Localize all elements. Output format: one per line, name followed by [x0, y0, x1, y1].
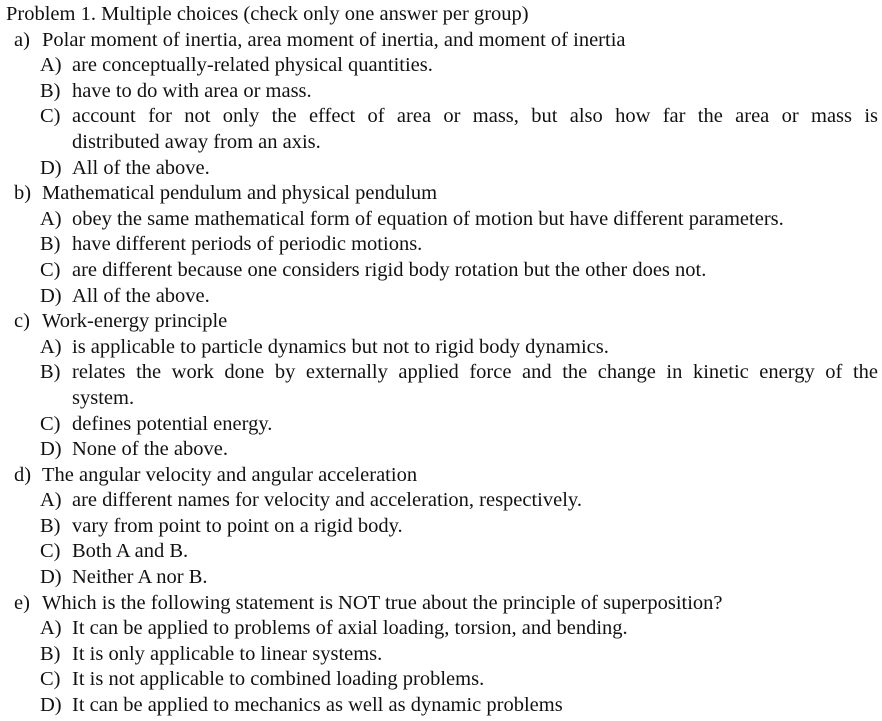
question-text: The angular velocity and angular acceleration [42, 463, 418, 486]
option-label: D) [40, 694, 62, 717]
option-text: Both A and B. [72, 540, 189, 563]
option-text: are different because one considers rigid body rotation but the other does not. [72, 258, 707, 281]
option-text: Neither A nor B. [72, 566, 208, 589]
option-text-continued: system. [72, 386, 135, 409]
option-text: defines potential energy. [72, 412, 273, 435]
answer-option[interactable] [0, 437, 882, 463]
option-text: are different names for velocity and acceleration, respectively. [72, 489, 582, 512]
option-label: C) [40, 540, 61, 563]
option-text: It is only applicable to linear systems. [72, 642, 383, 665]
answer-option[interactable] [0, 207, 882, 233]
answer-option[interactable] [0, 258, 882, 284]
answer-option[interactable] [0, 104, 882, 130]
option-text: It can be applied to problems of axial loading, torsion, and bending. [72, 617, 628, 640]
question-stem [0, 28, 882, 54]
question-label: e) [14, 591, 30, 614]
question-label: d) [14, 463, 32, 486]
option-text: relates the work done by externally applied force and the change in kinetic energy of the [72, 361, 878, 384]
answer-option[interactable] [0, 514, 882, 540]
answer-option[interactable] [0, 565, 882, 591]
option-text: vary from point to point on a rigid body. [72, 514, 403, 537]
answer-option[interactable] [0, 488, 882, 514]
answer-option[interactable] [0, 539, 882, 565]
option-label: D) [40, 566, 62, 589]
question-stem [0, 591, 882, 617]
option-text: obey the same mathematical form of equation of motion but have different parameters. [72, 207, 784, 230]
question-text: Work-energy principle [42, 310, 228, 333]
option-text: have different periods of periodic motions. [72, 233, 423, 256]
option-text: All of the above. [72, 284, 210, 307]
option-text: It can be applied to mechanics as well as dynamic problems [72, 694, 563, 717]
answer-option[interactable] [0, 335, 882, 361]
answer-option[interactable] [0, 360, 882, 386]
option-label: C) [40, 412, 61, 435]
option-text: are conceptually-related physical quantities. [72, 54, 433, 77]
option-text: It is not applicable to combined loading problems. [72, 668, 485, 691]
answer-option[interactable] [0, 53, 882, 79]
problem-title: Problem 1. Multiple choices (check only one answer per group) [6, 3, 529, 25]
answer-option[interactable] [0, 616, 882, 642]
answer-option[interactable] [0, 412, 882, 438]
answer-option-continuation [0, 386, 882, 412]
option-text: is applicable to particle dynamics but not to rigid body dynamics. [72, 335, 609, 358]
option-label: B) [40, 514, 61, 537]
option-label: C) [40, 668, 61, 691]
question-stem [0, 181, 882, 207]
option-label: C) [40, 105, 61, 128]
problem-document [0, 2, 882, 719]
question-text: Polar moment of inertia, area moment of inertia, and moment of inertia [42, 28, 626, 51]
option-label: D) [40, 284, 62, 307]
option-label: C) [40, 258, 61, 281]
question-label: a) [14, 28, 30, 51]
option-label: B) [40, 361, 61, 384]
answer-option[interactable] [0, 642, 882, 668]
option-label: B) [40, 79, 61, 102]
question-text: Which is the following statement is NOT true about the principle of superposition? [42, 591, 723, 614]
answer-option-continuation [0, 130, 882, 156]
option-label: A) [40, 617, 62, 640]
option-text: All of the above. [72, 156, 210, 179]
option-label: D) [40, 156, 62, 179]
question-text: Mathematical pendulum and physical pendulum [42, 182, 438, 205]
option-text: None of the above. [72, 438, 228, 461]
option-label: A) [40, 207, 62, 230]
option-label: B) [40, 642, 61, 665]
option-label: D) [40, 438, 62, 461]
answer-option[interactable] [0, 284, 882, 310]
question-stem [0, 309, 882, 335]
option-label: B) [40, 233, 61, 256]
answer-option[interactable] [0, 693, 882, 719]
option-text-continued: distributed away from an axis. [72, 130, 321, 153]
option-text: have to do with area or mass. [72, 79, 312, 102]
answer-option[interactable] [0, 667, 882, 693]
question-stem [0, 463, 882, 489]
option-text: account for not only the effect of area or mass, but also how far the area or mass is [72, 105, 878, 128]
question-label: c) [14, 310, 30, 333]
answer-option[interactable] [0, 156, 882, 182]
option-label: A) [40, 335, 62, 358]
answer-option[interactable] [0, 232, 882, 258]
question-label: b) [14, 182, 32, 205]
option-label: A) [40, 489, 62, 512]
answer-option[interactable] [0, 79, 882, 105]
option-label: A) [40, 54, 62, 77]
